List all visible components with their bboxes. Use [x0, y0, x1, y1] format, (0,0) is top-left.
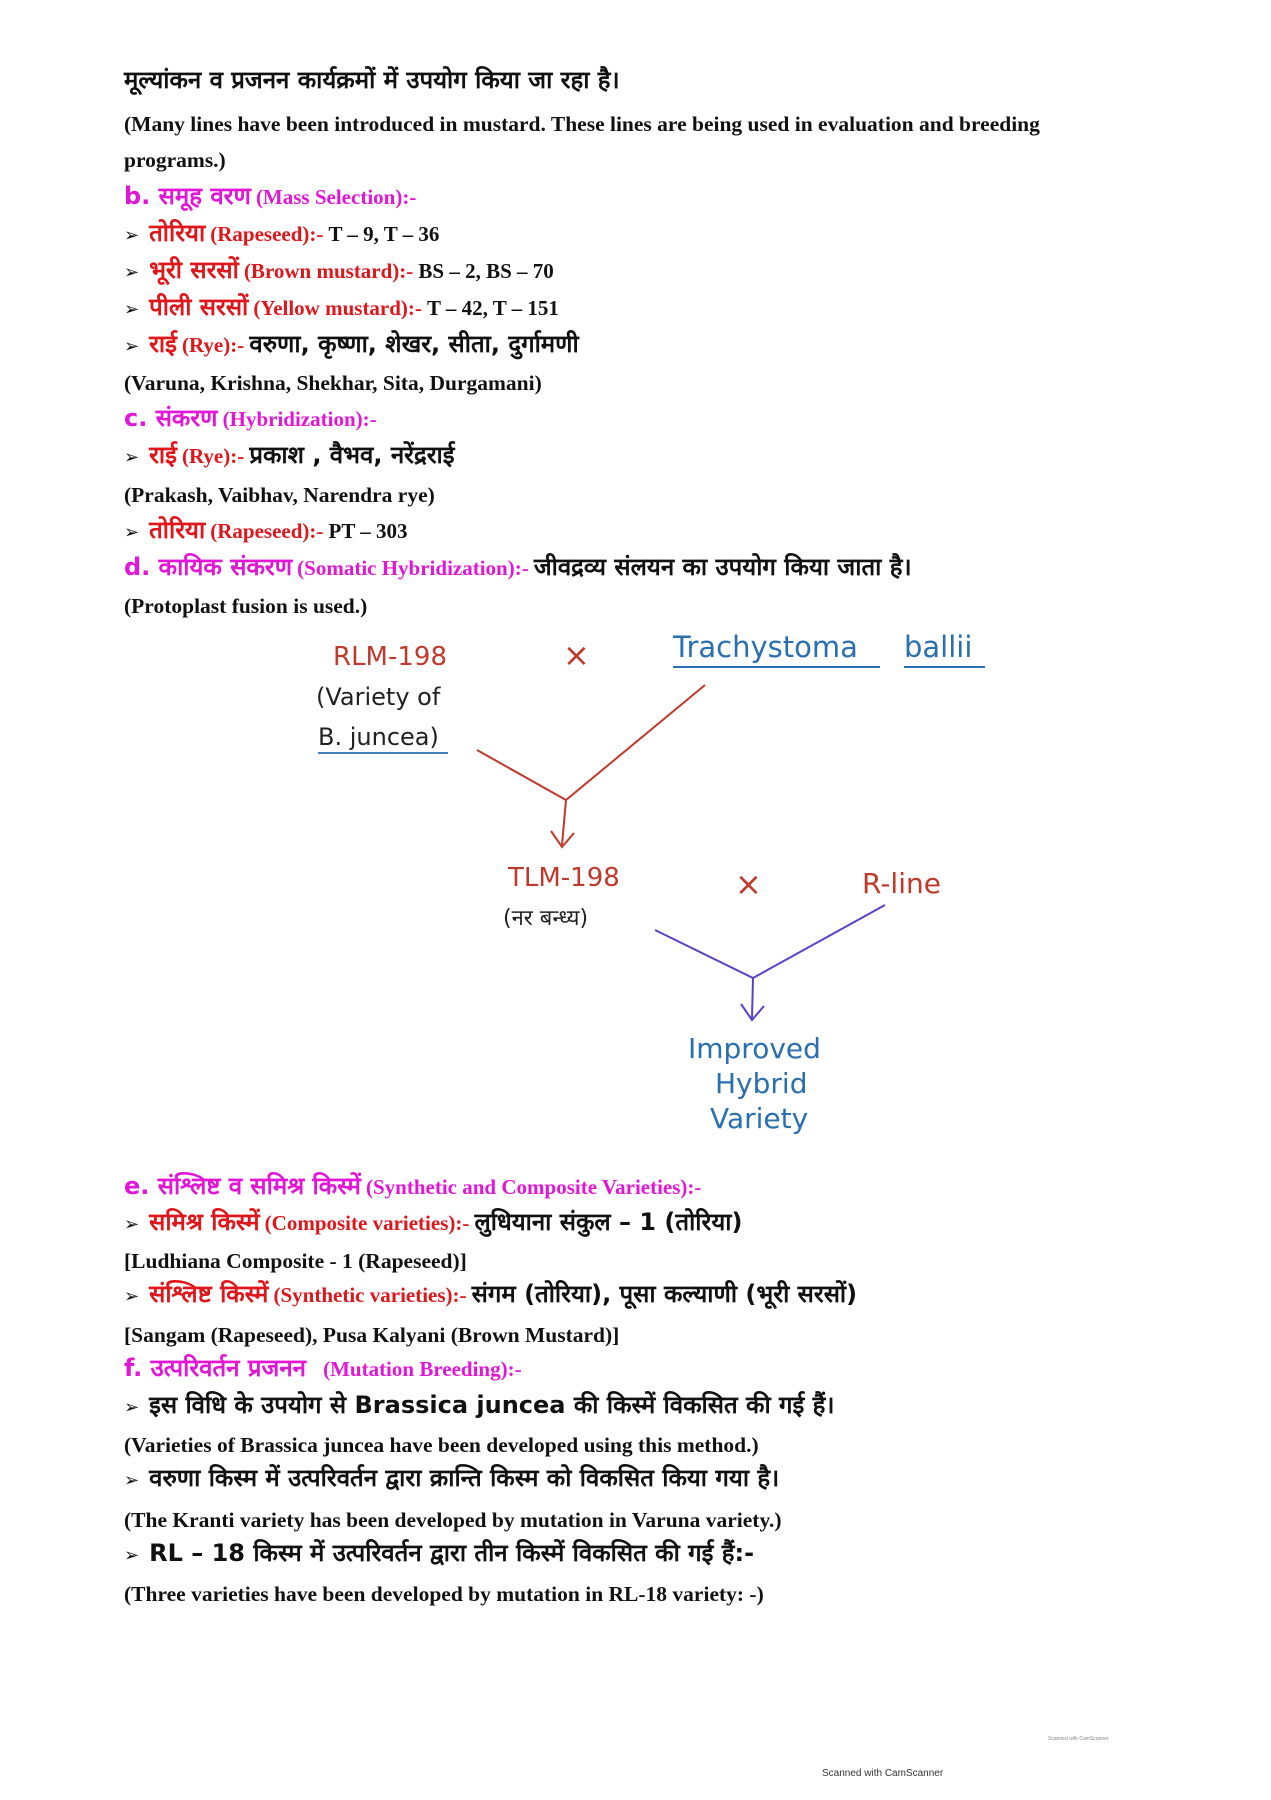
child1-label: TLM-198 — [508, 863, 620, 893]
cross2-down-arrow — [752, 978, 753, 1018]
c-item-rye-value: प्रकाश , वैभव, नरेंद्रराई — [249, 441, 455, 469]
b-item-rye — [124, 330, 579, 359]
c-item-rapeseed-value: PT – 303 — [328, 519, 408, 543]
f-item-1-value: इस विधि के उपयोग से Brassica juncea की किस्में विकसित की गई हैं। — [149, 1391, 835, 1419]
f-item-3 — [124, 1539, 754, 1568]
arrow-bullet-icon: ➢ — [124, 522, 140, 543]
cross2-connector — [655, 905, 885, 978]
camscanner-footer: Scanned with CamScanner — [822, 1768, 944, 1779]
f-item-3-translation: (Three varieties have been developed by mutation in RL-18 variety: -) — [124, 1582, 764, 1606]
intro-english-2: programs.) — [124, 148, 226, 172]
b-item-brown-mustard-hi: भूरी सरसों — [149, 256, 239, 284]
section-d-heading-value: जीवद्रव्य संलयन का उपयोग किया जाता है। — [533, 553, 912, 581]
cross1-connector — [477, 685, 705, 800]
parent1-note-1: (Variety of — [316, 683, 441, 711]
f-item-1-translation: (Varieties of Brassica juncea have been developed using this method.) — [124, 1433, 759, 1457]
section-f-heading — [124, 1354, 522, 1383]
e-item-composite-value: लुधियाना संकुल – 1 (तोरिया) — [474, 1208, 743, 1236]
e-item-composite — [124, 1208, 742, 1237]
b-item-rapeseed — [124, 219, 439, 248]
arrow-bullet-icon: ➢ — [124, 1470, 140, 1491]
section-b-heading-en: (Mass Selection):- — [255, 185, 417, 209]
arrow-bullet-icon: ➢ — [124, 1214, 140, 1235]
b-item-yellow-mustard-en: (Yellow mustard):- — [253, 296, 422, 320]
b-item-brown-mustard — [124, 256, 554, 285]
arrow-bullet-icon: ➢ — [124, 262, 140, 283]
section-c-heading-hi: c. संकरण — [124, 404, 218, 432]
cross-symbol-1: × — [563, 636, 590, 674]
arrow-bullet-icon: ➢ — [124, 336, 140, 357]
parent3-label: R-line — [862, 867, 941, 900]
section-f-heading-hi: f. उत्परिवर्तन प्रजनन — [124, 1354, 306, 1382]
cross1-down-arrow — [562, 800, 566, 845]
parent2-species: ballii — [904, 630, 973, 664]
parent2-genus: Trachystoma — [673, 630, 858, 664]
b-item-brown-mustard-value: BS – 2, BS – 70 — [418, 259, 554, 283]
f-item-2-value: वरुणा किस्म में उत्परिवर्तन द्वारा क्रान्ति किस्म को विकसित किया गया है। — [149, 1464, 780, 1492]
cross-symbol-2: × — [735, 865, 762, 903]
result-line-2: Hybrid — [715, 1067, 808, 1100]
b-item-rapeseed-value: T – 9, T – 36 — [328, 222, 440, 246]
b-item-rye-en: (Rye):- — [182, 333, 245, 357]
section-d-heading-en: (Somatic Hybridization):- — [297, 556, 529, 580]
b-item-rapeseed-hi: तोरिया — [149, 219, 206, 247]
camscanner-mark-small: Scanned with CamScanner — [1048, 1736, 1109, 1742]
e-item-synthetic — [124, 1280, 857, 1309]
section-e-heading-hi: e. संश्लिष्ट व समिश्र किस्में — [124, 1172, 361, 1200]
c-item-rye-translation: (Prakash, Vaibhav, Narendra rye) — [124, 483, 435, 507]
parent1-label: RLM-198 — [333, 642, 447, 672]
arrow-bullet-icon: ➢ — [124, 447, 140, 468]
arrow-bullet-icon: ➢ — [124, 1545, 140, 1566]
cross2-arrowhead — [741, 1004, 764, 1020]
b-item-rye-translation: (Varuna, Krishna, Shekhar, Sita, Durgamani) — [124, 371, 542, 395]
arrow-bullet-icon: ➢ — [124, 1286, 140, 1307]
b-item-rapeseed-en: (Rapeseed):- — [210, 222, 324, 246]
section-b-heading-hi: b. समूह वरण — [124, 182, 251, 210]
e-item-synthetic-value: संगम (तोरिया), पूसा कल्याणी (भूरी सरसों) — [471, 1280, 858, 1308]
arrow-bullet-icon: ➢ — [124, 299, 140, 320]
e-item-synthetic-translation: [Sangam (Rapeseed), Pusa Kalyani (Brown Mustard)] — [124, 1323, 620, 1347]
c-item-rye-en: (Rye):- — [182, 444, 245, 468]
f-item-1 — [124, 1391, 835, 1420]
section-e-heading — [124, 1172, 701, 1201]
d-translation: (Protoplast fusion is used.) — [124, 594, 368, 618]
c-item-rye — [124, 441, 455, 470]
b-item-rye-hi: राई — [149, 330, 177, 358]
child1-note: (नर बन्ध्य) — [503, 906, 589, 931]
cross1-arrowhead — [551, 831, 574, 847]
b-item-rye-value: वरुणा, कृष्णा, शेखर, सीता, दुर्गामणी — [249, 330, 579, 358]
arrow-bullet-icon: ➢ — [124, 225, 140, 246]
e-item-synthetic-hi: संश्लिष्ट किस्में — [149, 1280, 269, 1308]
section-d-heading — [124, 553, 912, 582]
section-f-heading-en: (Mutation Breeding):- — [323, 1357, 522, 1381]
arrow-bullet-icon: ➢ — [124, 1397, 140, 1418]
e-item-composite-en: (Composite varieties):- — [264, 1211, 470, 1235]
c-item-rapeseed — [124, 516, 407, 545]
intro-english-1: (Many lines have been introduced in mustard. These lines are being used in evaluation and breeding — [124, 112, 1040, 136]
f-item-2 — [124, 1464, 779, 1493]
section-c-heading — [124, 404, 377, 433]
f-item-2-translation: (The Kranti variety has been developed by mutation in Varuna variety.) — [124, 1508, 782, 1532]
b-item-yellow-mustard-hi: पीली सरसों — [149, 293, 249, 321]
e-item-composite-translation: [Ludhiana Composite - 1 (Rapeseed)] — [124, 1249, 467, 1273]
section-e-heading-en: (Synthetic and Composite Varieties):- — [366, 1175, 702, 1199]
c-item-rapeseed-hi: तोरिया — [149, 516, 206, 544]
e-item-synthetic-en: (Synthetic varieties):- — [273, 1283, 467, 1307]
f-item-3-value: RL – 18 किस्म में उत्परिवर्तन द्वारा तीन किस्में विकसित की गई हैं:- — [149, 1539, 755, 1567]
b-item-yellow-mustard-value: T – 42, T – 151 — [427, 296, 559, 320]
intro-hindi: मूल्यांकन व प्रजनन कार्यक्रमों में उपयोग किया जा रहा है। — [124, 66, 620, 94]
c-item-rapeseed-en: (Rapeseed):- — [210, 519, 324, 543]
c-item-rye-hi: राई — [149, 441, 177, 469]
section-b-heading — [124, 182, 416, 211]
b-item-brown-mustard-en: (Brown mustard):- — [243, 259, 414, 283]
parent1-note-2: B. juncea) — [318, 723, 439, 751]
b-item-yellow-mustard — [124, 293, 559, 322]
result-line-3: Variety — [710, 1102, 809, 1135]
section-c-heading-en: (Hybridization):- — [222, 407, 377, 431]
e-item-composite-hi: समिश्र किस्में — [149, 1208, 260, 1236]
result-line-1: Improved — [688, 1032, 821, 1065]
section-d-heading-hi: d. कायिक संकरण — [124, 553, 293, 581]
